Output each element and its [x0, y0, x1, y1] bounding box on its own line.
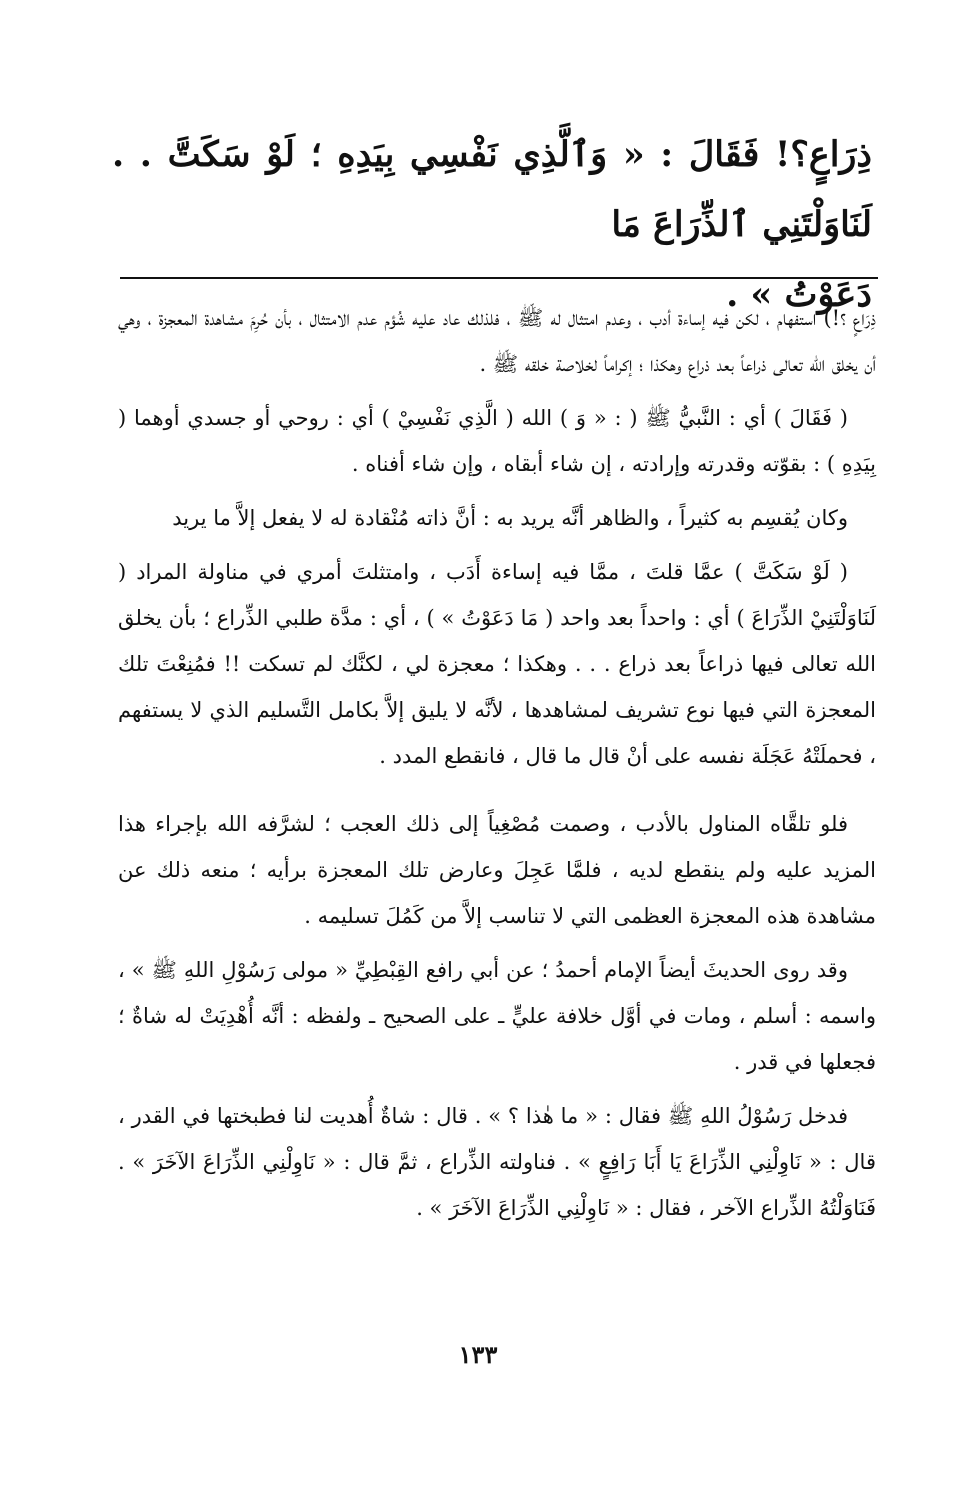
commentary-paragraph-2: ( فَقَالَ ) أي : النَّبيُّ ﷺ ( : « وَ ) الله ( الَّذِي نَفْسِيْ ) أي : روحي أو جسدي أوهما ( بِيَدِهِ ) : بقوّته وقدرته وإرادته ، إن شاء أبقاه ، وإن شاء أفناه . — [118, 406, 876, 476]
commentary-paragraph-5: فلو تلقَّاه المناول بالأدب ، وصمت مُصْغِياً إلى ذلك العجب ؛ لشرَّفه الله بإجراء هذا المزيد عليه ولم ينقطع لديه ، فلمَّا عَجِلَ وعارض تلك المعجزة برأيه ؛ منعه ذلك عن مشاهدة هذه المعجزة العظمى التي لا تناسب إلاَّ من كَمُلَ تسليمه . — [118, 812, 876, 928]
commentary-paragraph-4: ( لَوْ سَكَتَّ ) عمَّا قلتَ ، ممَّا فيه إساءة أَدَب ، وامتثلتَ أمري في مناولة المراد ( لَنَاوَلْتَنِيْ الذِّرَاعَ ) أي : واحداً بعد واحد ( مَا دَعَوْتُ » ) ، أي : مدَّة طلبي الذِّراع ؛ بأن يخلق الله تعالى فيها ذراعاً بعد ذراع . . . وهكذا ؛ معجزة لي ، لكنَّك لم تسكت !! فمُنِعْتَ تلك المعجزة التي فيها نوع تشريف لمشاهدها ، لأنَّه لا يليق إلاَّ بكامل التَّسليم الذي لا يستفهم ، فحملَتْهُ عَجَلَة نفسه على أنْ قال ما قال ، فانقطع المدد . — [118, 560, 876, 768]
commentary-paragraph-3: وكان يُقسِم به كثيراً ، والظاهر أنَّه يريد به : أنَّ ذاته مُنْقادة له لا يفعل إلاَّ ما يريد — [172, 506, 848, 530]
commentary-paragraph-1: ذِرَاعٍ ؟!) استفهام ، لكن فيه إساءة أدب ، وعدم امتثال له ﷺ ، فلذلك عاد عليه شُؤم عدم الامتثال ، بأن حُرِمَ مشاهدة المعجزة ، وهي أن يخلق الله تعالى ذراعاً بعد ذراع وهكذا ؛ إكراماً لخلاصة خلقه ﷺ . — [118, 306, 876, 376]
separator-rule — [120, 277, 878, 279]
hadith-line-1: ذِرَاعٍ؟! فَقَالَ : « وَٱلَّذِي نَفْسِي بِيَدِهِ ؛ لَوْ سَكَتَّ . . لَنَاوَلْتَنِي ٱلذِّرَاعَ مَا — [112, 134, 872, 245]
commentary-paragraph-6: وقد روى الحديثَ أيضاً الإمام أحمدُ ؛ عن أبي رافع القِبْطِيِّ « مولى رَسُوْلِ اللهِ ﷺ » ، واسمه : أسلم ، ومات في أوَّل خلافة عليٍّ ـ على الصحيح ـ ولفظه : أنَّه أُهْدِيَتْ له شاةٌ ؛ فجعلها في قدر . — [118, 958, 876, 1074]
commentary-block — [118, 295, 876, 1239]
commentary-paragraph-7: فدخل رَسُوْلُ اللهِ ﷺ فقال : « ما هٰذا ؟ » . قال : شاةٌ أُهديت لنا فطبختها في القدر ، قال : « نَاوِلْنِي الذِّرَاعَ يَا أَبَا رَافِعٍ » . فناولته الذِّراع ، ثمَّ قال : « نَاوِلْنِي الذِّرَاعَ الآخَرَ » . فَنَاوَلْتُهُ الذِّراع الآخر ، فقال : « نَاوِلْنِي الذِّرَاعَ الآخَرَ » . — [118, 1104, 876, 1220]
page-number: ١٣٣ — [458, 1340, 498, 1369]
hadith-line-2: دَعَوْتُ » . — [726, 274, 872, 315]
